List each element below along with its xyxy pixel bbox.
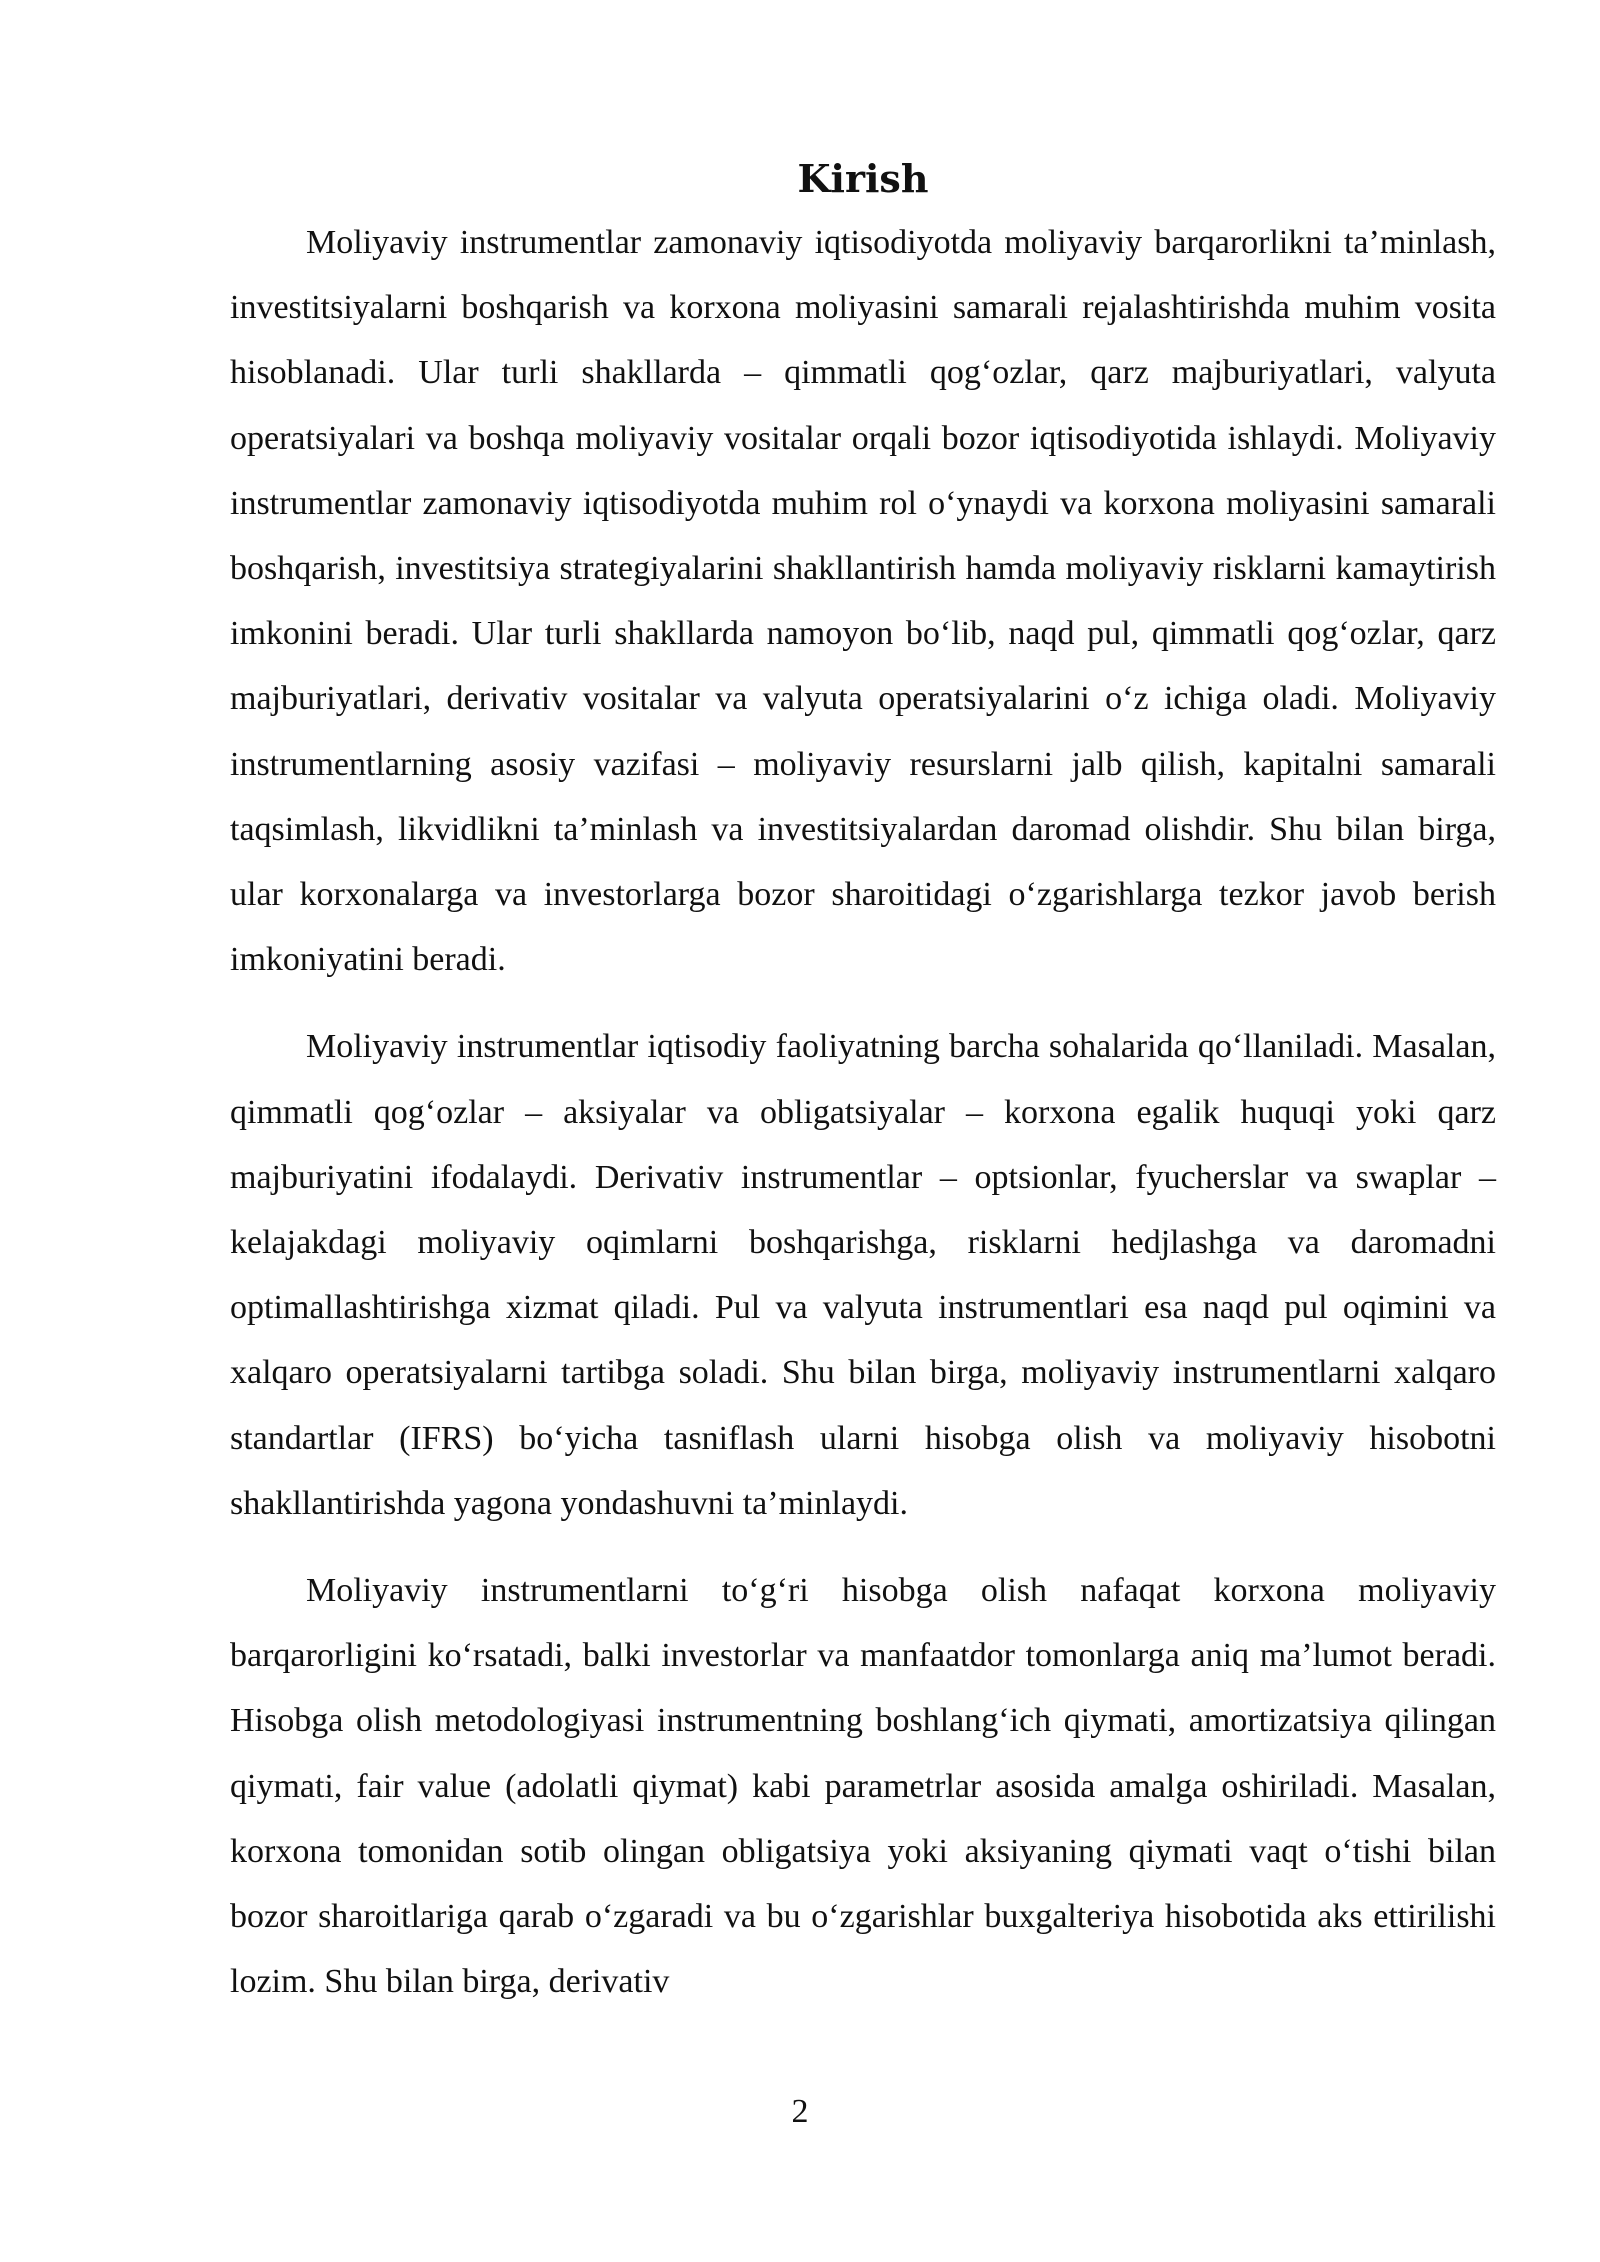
paragraph-2: Moliyaviy instrumentlar iqtisodiy faoliyatning barcha sohalarida qo‘llaniladi. Masalan, qimmatli qog‘ozlar – aksiyalar va obligatsiyalar – korxona egalik huquqi yoki qarz majburiyatini ifodalaydi. Derivativ instrumentlar – optsionlar, fyucherslar va swaplar – kelajakdagi moliyaviy oqimlarni boshqarishga, risklarni hedjlashga va daromadni optimallashtirishga xizmat qiladi. Pul va valyuta instrumentlari esa naqd pul oqimini va xalqaro operatsiyalarni tartibga soladi. Shu bilan birga, moliyaviy instrumentlarni xalqaro standartlar (IFRS) bo‘yicha tasniflash ularni hisobga olish va moliyaviy hisobotni shakllantirishda yagona yondashuvni ta’minlaydi. [230, 1028, 1496, 1522]
section-title: Kirish [797, 156, 929, 201]
page-number: 2 [791, 2093, 809, 2130]
paragraph-1: Moliyaviy instrumentlar zamonaviy iqtisodiyotda moliyaviy barqarorlikni ta’minlash, investitsiyalarni boshqarish va korxona moliyasini samarali rejalashtirishda muhim vosita hisoblanadi. Ular turli shakllarda – qimmatli qog‘ozlar, qarz majburiyatlari, valyuta operatsiyalari va boshqa moliyaviy vositalar orqali bozor iqtisodiyotida ishlaydi. Moliyaviy instrumentlar zamonaviy iqtisodiyotda muhim rol o‘ynaydi va korxona moliyasini samarali boshqarish, investitsiya strategiyalarini shakllantirish hamda moliyaviy risklarni kamaytirish imkonini beradi. Ular turli shakllarda namoyon bo‘lib, naqd pul, qimmatli qog‘ozlar, qarz majburiyatlari, derivativ vositalar va valyuta operatsiyalarini o‘z ichiga oladi. Moliyaviy instrumentlarning asosiy vazifasi – moliyaviy resurslarni jalb qilish, kapitalni samarali taqsimlash, likvidlikni ta’minlash va investitsiyalardan daromad olishdir. Shu bilan birga, ular korxonalarga va investorlarga bozor sharoitidagi o‘zgarishlarga tezkor javob berish imkoniyatini beradi. [230, 224, 1496, 979]
paragraph-3: Moliyaviy instrumentlarni to‘g‘ri hisobga olish nafaqat korxona moliyaviy barqarorligini ko‘rsatadi, balki investorlar va manfaatdor tomonlarga aniq ma’lumot beradi. Hisobga olish metodologiyasi instrumentning boshlang‘ich qiymati, amortizatsiya qilingan qiymati, fair value (adolatli qiymat) kabi parametrlar asosida amalga oshiriladi. Masalan, korxona tomonidan sotib olingan obligatsiya yoki aksiyaning qiymati vaqt o‘tishi bilan bozor sharoitlariga qarab o‘zgaradi va bu o‘zgarishlar buxgalteriya hisobotida aks ettirilishi lozim. Shu bilan birga, derivativ [230, 1572, 1496, 2001]
page-content [230, 148, 1496, 2036]
